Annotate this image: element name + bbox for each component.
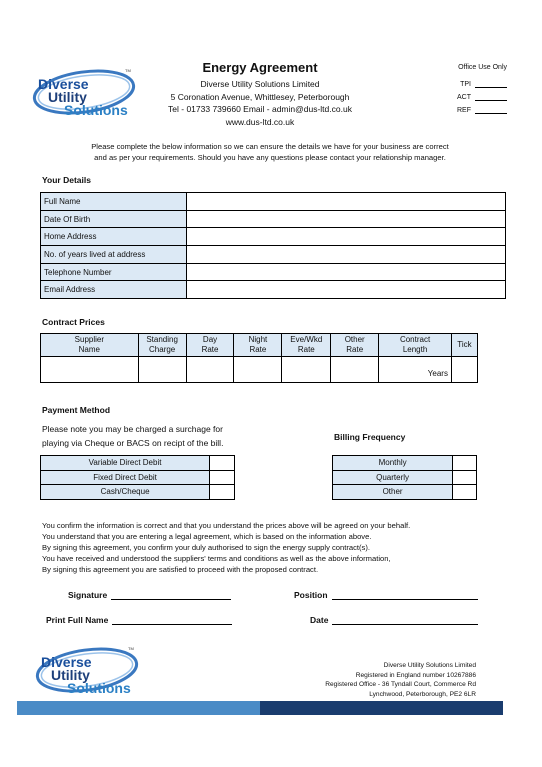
prices-entry-row (41, 357, 478, 383)
details-label: No. of years lived at address (41, 246, 187, 264)
details-label: Full Name (41, 193, 187, 211)
details-row-home-address (41, 228, 506, 246)
office-use-block (445, 64, 507, 114)
office-field-tpi (445, 75, 507, 88)
email-field[interactable] (186, 281, 505, 299)
billing-option-label: Other (333, 485, 453, 500)
col-other-rate (331, 334, 379, 357)
confirmation-text (42, 520, 502, 575)
details-row-email (41, 281, 506, 299)
footer-bar-dark (260, 701, 503, 715)
col-standing-charge (138, 334, 186, 357)
office-field-line[interactable] (475, 105, 507, 114)
footer-line: Registered Office - 36 Tyndall Court, Commerce Rd (325, 681, 476, 689)
logo-trademark: TM (125, 68, 131, 73)
col-night-rate (234, 334, 282, 357)
logo-text-solutions: Solutions (67, 680, 131, 696)
position-line[interactable] (332, 590, 478, 600)
position-label: Position (294, 590, 328, 600)
billing-option-other (333, 485, 477, 500)
intro-line: Please complete the below information so we can ensure the details we have for your business are correct (91, 142, 449, 151)
col-tick (451, 334, 477, 357)
billing-option-quarterly (333, 470, 477, 485)
your-details-heading: Your Details (42, 175, 91, 185)
telephone-field[interactable] (186, 263, 505, 281)
footer-logo (33, 640, 143, 700)
col-label: Rate (249, 345, 267, 354)
details-label: Date Of Birth (41, 210, 187, 228)
tick-checkbox[interactable] (451, 357, 477, 383)
logo-text-diverse: Diverse (38, 76, 89, 92)
office-field-label: TPI (460, 81, 471, 88)
col-label: Length (402, 345, 428, 354)
signature-label: Signature (68, 590, 108, 600)
footer-line: Registered in England number 10267886 (355, 671, 476, 679)
company-logo (30, 62, 140, 122)
details-row-dob (41, 210, 506, 228)
col-label: Charge (149, 345, 176, 354)
footer-company-info (290, 661, 476, 699)
date-label: Date (310, 615, 329, 625)
signature-line[interactable] (111, 590, 231, 600)
full-name-field[interactable] (186, 193, 505, 211)
company-name: Diverse Utility Solutions Limited (200, 79, 320, 89)
confirmation-line: By signing this agreement you are satisfied to proceed with the proposed contract. (42, 565, 319, 574)
other-rate-field[interactable] (331, 357, 379, 383)
col-label: Tick (457, 340, 472, 349)
print-name-line[interactable] (112, 615, 232, 625)
office-field-line[interactable] (475, 92, 507, 101)
billing-options-table (332, 455, 477, 500)
eve-wkd-rate-field[interactable] (282, 357, 331, 383)
footer-line: Diverse Utility Solutions Limited (383, 662, 476, 669)
logo-text-utility: Utility (51, 667, 90, 683)
payment-option-checkbox[interactable] (210, 456, 235, 471)
col-label: Name (78, 345, 100, 354)
col-label: Contract (399, 335, 431, 344)
home-address-field[interactable] (186, 228, 505, 246)
company-address: 5 Coronation Avenue, Whittlesey, Peterborough (170, 91, 350, 102)
company-website[interactable]: www.dus-ltd.co.uk (225, 116, 295, 127)
contract-length-field[interactable] (379, 357, 452, 383)
payment-option-fixed-dd (41, 470, 235, 485)
billing-option-label: Monthly (333, 456, 453, 471)
payment-option-checkbox[interactable] (210, 470, 235, 485)
confirmation-line: You have received and understood the suppliers' terms and conditions as well as the above information, (42, 554, 391, 563)
company-contact: Tel - 01733 739660 Email - admin@dus-ltd.co.uk (168, 104, 352, 115)
details-label: Home Address (41, 228, 187, 246)
intro-line: and as per your requirements. Should you have any questions please contact your relationship manager. (94, 153, 446, 162)
document-title: Energy Agreement (202, 60, 318, 75)
logo-text-utility: Utility (48, 89, 87, 105)
date-of-birth-field[interactable] (186, 210, 505, 228)
payment-note (42, 422, 252, 450)
col-day-rate (186, 334, 234, 357)
col-label: Other (344, 335, 365, 344)
document-header (150, 60, 370, 128)
office-field-label: REF (457, 107, 471, 114)
logo-trademark: TM (128, 646, 134, 651)
print-name-label: Print Full Name (46, 615, 109, 625)
office-use-heading: Office Use Only (458, 64, 507, 71)
details-row-full-name (41, 193, 506, 211)
footer-line: Lynchwood, Peterborough, PE2 6LR (369, 690, 476, 698)
billing-option-label: Quarterly (333, 470, 453, 485)
day-rate-field[interactable] (186, 357, 234, 383)
office-field-line[interactable] (475, 79, 507, 88)
confirmation-line: You understand that you are entering a legal agreement, which is based on the information above. (42, 532, 372, 541)
col-label: Supplier (74, 335, 105, 344)
intro-text (40, 141, 500, 163)
col-label: Standing (146, 335, 178, 344)
confirmation-line: By signing this agreement, you confirm your duly authorised to sign the energy supply contract(s). (42, 543, 370, 552)
footer-bar-light (17, 701, 260, 715)
logo-text-diverse: Diverse (41, 654, 92, 670)
payment-options-table (40, 455, 235, 500)
logo-text-solutions: Solutions (64, 102, 128, 118)
payment-note-line: Please note you may be charged a surchage for (42, 424, 223, 434)
payment-option-cash-cheque (41, 485, 235, 500)
years-unit-label: Years (427, 369, 448, 378)
years-at-address-field[interactable] (186, 246, 505, 264)
standing-charge-field[interactable] (138, 357, 186, 383)
prices-header-row (41, 334, 478, 357)
billing-option-checkbox[interactable] (453, 470, 477, 485)
date-line[interactable] (332, 615, 478, 625)
col-contract-length (379, 334, 452, 357)
details-label: Telephone Number (41, 263, 187, 281)
signature-row (68, 590, 231, 600)
col-supplier-name (41, 334, 139, 357)
payment-method-heading: Payment Method (42, 405, 111, 415)
col-label: Day (202, 335, 218, 344)
position-row (294, 590, 478, 600)
contract-prices-table (40, 333, 478, 383)
your-details-table (40, 192, 506, 299)
details-row-telephone (41, 263, 506, 281)
payment-option-checkbox[interactable] (210, 485, 235, 500)
col-label: Night (248, 335, 268, 344)
payment-option-variable-dd (41, 456, 235, 471)
payment-option-label: Cash/Cheque (41, 485, 210, 500)
date-row (310, 615, 478, 625)
col-label: Rate (297, 345, 315, 354)
details-label: Email Address (41, 281, 187, 299)
col-label: Rate (346, 345, 364, 354)
col-label: Rate (201, 345, 219, 354)
print-name-row (46, 615, 232, 625)
payment-option-label: Fixed Direct Debit (41, 470, 210, 485)
supplier-name-field[interactable] (41, 357, 139, 383)
billing-frequency-heading: Billing Frequency (334, 432, 406, 442)
billing-option-monthly (333, 456, 477, 471)
office-field-ref (445, 101, 507, 114)
payment-option-label: Variable Direct Debit (41, 456, 210, 471)
office-field-label: ACT (457, 94, 471, 101)
billing-option-checkbox[interactable] (453, 485, 477, 500)
contract-prices-heading: Contract Prices (42, 317, 105, 327)
details-row-years-at-address (41, 246, 506, 264)
night-rate-field[interactable] (234, 357, 282, 383)
col-label: Eve/Wkd (290, 335, 323, 344)
payment-note-line: playing via Cheque or BACS on recipt of the bill. (42, 438, 224, 448)
col-eve-wkd-rate (282, 334, 331, 357)
billing-option-checkbox[interactable] (453, 456, 477, 471)
office-field-act (445, 88, 507, 101)
confirmation-line: You confirm the information is correct and that you understand the prices above will be agreed on your behalf. (42, 521, 411, 530)
